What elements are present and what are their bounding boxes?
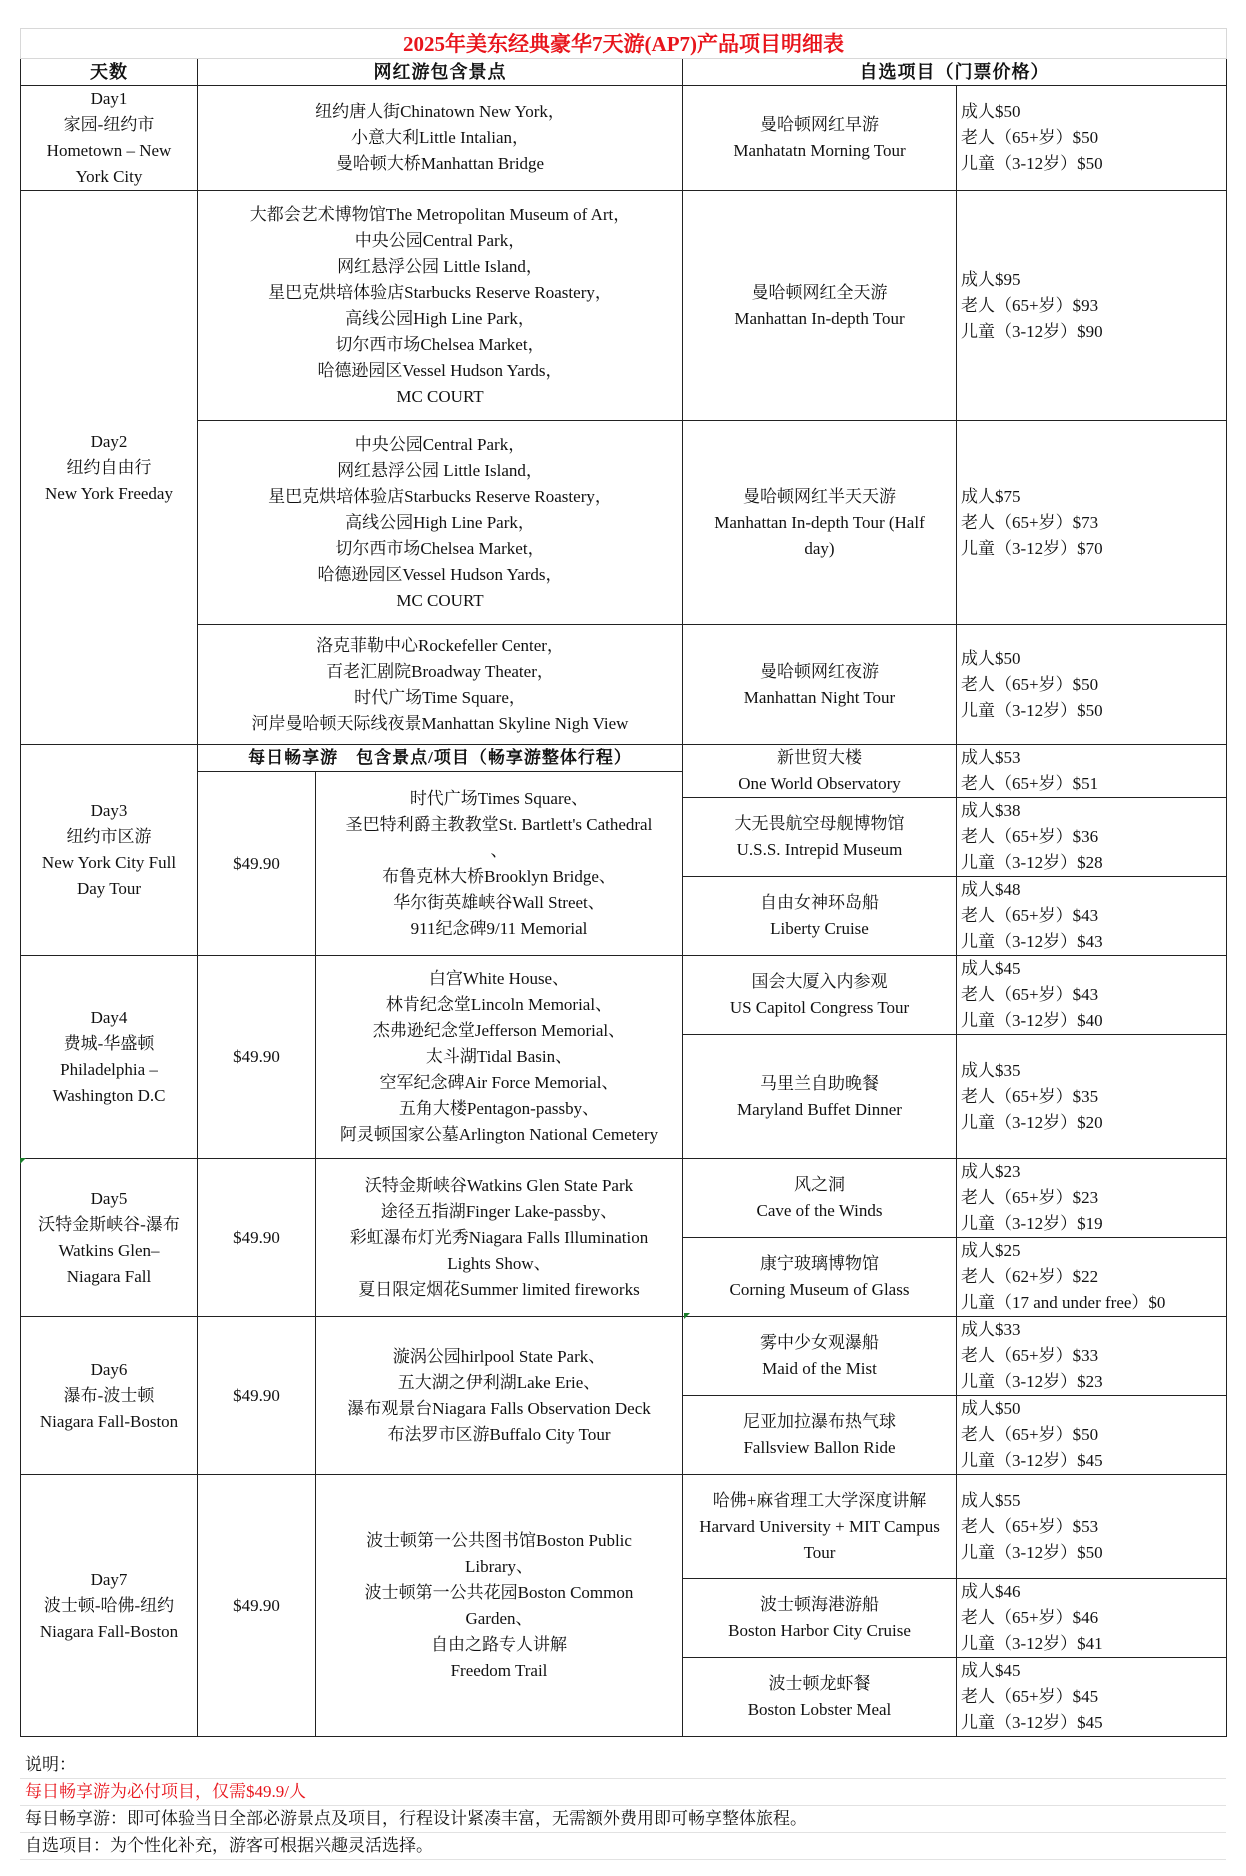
text-line: Manhattan Night Tour: [743, 687, 896, 707]
daily-price: $49.90: [198, 1317, 316, 1475]
text-line: 杰弗逊纪念堂Jefferson Memorial、: [372, 1021, 626, 1040]
note-required: 每日畅享游为必付项目，仅需$49.9/人: [20, 1779, 1226, 1806]
text-line: 高线公园High Line Park，: [345, 308, 535, 328]
price-cell: [957, 745, 1227, 798]
note-daily: 每日畅享游：即可体验当日全部必游景点及项目，行程设计紧凑丰富，无需额外费用即可畅享整体旅程。: [20, 1806, 1226, 1833]
text-line: 林肯纪念堂Lincoln Memorial、: [385, 995, 613, 1014]
text-line: Day6: [90, 1359, 128, 1379]
text-line: 、: [490, 840, 508, 860]
text-line: 五大湖之伊利湖Lake Erie、: [397, 1372, 601, 1392]
day-label: [21, 191, 198, 745]
text-line: 波士顿第一公共花园Boston Common: [364, 1582, 634, 1602]
text-line: Day3: [90, 801, 128, 820]
text-line: 小意大利Little Intalian，: [351, 128, 529, 147]
text-line: 成人$50: [961, 648, 1021, 668]
optional-tour: [683, 1396, 957, 1475]
price-cell: [957, 798, 1227, 877]
text-line: Hometown – New: [46, 141, 172, 160]
optional-tour: [683, 956, 957, 1035]
text-line: 网红悬浮公园 Little Island，: [337, 256, 543, 276]
optional-tour: [683, 1579, 957, 1658]
text-line: 成人$23: [961, 1162, 1021, 1181]
price-cell: [957, 1159, 1227, 1238]
text-line: 老人（62+岁）$22: [961, 1267, 1099, 1286]
text-line: 成人$33: [961, 1320, 1021, 1339]
price-cell: [957, 1396, 1227, 1475]
text-line: 儿童（3-12岁）$43: [961, 932, 1103, 951]
text-line: New York City Full: [41, 853, 177, 872]
text-line: 星巴克烘培体验店Starbucks Reserve Roastery，: [268, 486, 612, 506]
text-line: 儿童（3-12岁）$70: [961, 538, 1103, 558]
text-line: 波士顿第一公共图书馆Boston Public: [366, 1530, 632, 1550]
text-line: 河岸曼哈顿天际线夜景Manhattan Skyline Nigh View: [251, 713, 629, 733]
text-line: 大都会艺术博物馆The Metropolitan Museum of Art，: [249, 204, 631, 224]
text-line: 时代广场Time Square，: [354, 687, 526, 707]
text-line: 中央公园Central Park，: [354, 434, 526, 454]
text-line: 布法罗市区游Buffalo City Tour: [387, 1424, 611, 1444]
text-line: Niagara Fall: [66, 1266, 152, 1286]
text-line: 老人（65+岁）$23: [961, 1188, 1099, 1207]
price-cell: [957, 1658, 1227, 1737]
text-line: 老人（65+岁）$35: [961, 1086, 1099, 1106]
text-line: Day5: [90, 1188, 128, 1208]
text-line: 波士顿-哈佛-纽约: [43, 1595, 175, 1615]
text-line: 曼哈顿网红早游: [760, 115, 879, 134]
optional-tour: [683, 1035, 957, 1159]
text-line: 老人（65+岁）$50: [961, 1425, 1099, 1444]
optional-tour: [683, 1658, 957, 1737]
text-line: 老人（65+岁）$43: [961, 985, 1099, 1004]
text-line: US Capitol Congress Tour: [729, 998, 910, 1017]
text-line: 沃特金斯峡谷-瀑布: [38, 1214, 180, 1234]
text-line: 儿童（3-12岁）$23: [961, 1372, 1103, 1391]
text-line: 高线公园High Line Park，: [345, 512, 535, 532]
text-line: Day Tour: [76, 879, 142, 898]
daily-price: $49.90: [198, 956, 316, 1159]
text-line: 儿童（3-12岁）$41: [961, 1634, 1103, 1653]
text-line: 儿童（3-12岁）$28: [961, 853, 1103, 872]
text-line: 成人$38: [961, 801, 1021, 820]
text-line: 白宫White House、: [428, 969, 570, 988]
day-label: [21, 1317, 198, 1475]
text-line: Day4: [90, 1008, 128, 1027]
text-line: 康宁玻璃博物馆: [760, 1254, 879, 1273]
text-line: 沃特金斯峡谷Watkins Glen State Park: [364, 1175, 634, 1195]
text-line: Tour: [803, 1542, 836, 1562]
text-line: Niagara Fall-Boston: [39, 1621, 179, 1641]
text-line: 老人（65+岁）$50: [961, 128, 1099, 147]
text-line: 切尔西市场Chelsea Market，: [335, 334, 545, 354]
price-cell: [957, 956, 1227, 1035]
day-label: [21, 745, 198, 956]
text-line: 儿童（3-12岁）$50: [961, 154, 1103, 173]
text-line: MC COURT: [396, 386, 484, 406]
day-label: [21, 1159, 198, 1317]
header-spots: 网红游包含景点: [198, 59, 683, 86]
text-line: 新世贸大楼: [777, 748, 862, 767]
text-line: 儿童（3-12岁）$20: [961, 1112, 1103, 1132]
text-line: Manhattan In-depth Tour (Half: [714, 512, 925, 532]
text-line: Fallsview Ballon Ride: [743, 1438, 896, 1457]
itinerary-table: [20, 28, 1227, 1737]
text-line: Garden、: [465, 1608, 533, 1628]
text-line: Boston Lobster Meal: [747, 1700, 892, 1719]
text-line: 儿童（3-12岁）$45: [961, 1713, 1103, 1732]
text-line: 成人$95: [961, 269, 1021, 289]
notes-label: 说明：: [20, 1752, 1226, 1779]
text-line: 夏日限定烟花Summer limited fireworks: [358, 1279, 640, 1299]
price-cell: [957, 625, 1227, 745]
text-line: 五角大楼Pentagon-passby、: [398, 1099, 600, 1118]
text-line: 老人（65+岁）$45: [961, 1687, 1099, 1706]
text-line: 布鲁克林大桥Brooklyn Bridge、: [382, 866, 616, 886]
text-line: 波士顿海港游船: [760, 1595, 879, 1614]
text-line: Washington D.C: [52, 1086, 166, 1105]
text-line: 费城-华盛顿: [63, 1034, 155, 1053]
itinerary-sheet: [20, 28, 1226, 1737]
spots-cell: [316, 956, 683, 1159]
text-line: 成人$48: [961, 880, 1021, 899]
spots-cell: [316, 1475, 683, 1737]
optional-tour: [683, 421, 957, 625]
text-line: 老人（65+岁）$36: [961, 827, 1099, 846]
text-line: 曼哈顿大桥Manhattan Bridge: [335, 154, 545, 173]
spots-cell: [316, 772, 683, 956]
spots-cell: [316, 1317, 683, 1475]
text-line: 自由之路专人讲解: [431, 1634, 567, 1654]
text-line: Maid of the Mist: [762, 1359, 877, 1378]
text-line: 波士顿龙虾餐: [768, 1674, 871, 1693]
text-line: 成人$46: [961, 1582, 1021, 1601]
text-line: 哈佛+麻省理工大学深度讲解: [712, 1490, 927, 1510]
text-line: Boston Harbor City Cruise: [728, 1621, 911, 1640]
text-line: 星巴克烘培体验店Starbucks Reserve Roastery，: [268, 282, 612, 302]
text-line: 曼哈顿网红夜游: [760, 661, 879, 681]
optional-tour: [683, 798, 957, 877]
text-line: MC COURT: [396, 590, 484, 610]
text-line: 老人（65+岁）$53: [961, 1516, 1099, 1536]
price-cell: [957, 421, 1227, 625]
text-line: 成人$50: [961, 102, 1021, 121]
price-cell: [957, 877, 1227, 956]
text-line: Lights Show、: [447, 1253, 551, 1273]
text-line: Niagara Fall-Boston: [39, 1411, 179, 1431]
optional-tour: [683, 86, 957, 191]
spots-cell: [198, 625, 683, 745]
text-line: 成人$35: [961, 1060, 1021, 1080]
optional-tour: [683, 191, 957, 421]
text-line: 洛克菲勒中心Rockefeller Center，: [316, 635, 564, 655]
text-line: New York Freeday: [45, 483, 173, 503]
text-line: Corning Museum of Glass: [729, 1280, 910, 1299]
text-line: Freedom Trail: [450, 1660, 548, 1680]
note-optional: 自选项目：为个性化补充，游客可根据兴趣灵活选择。: [20, 1833, 1226, 1860]
text-line: One World Observatory: [738, 774, 901, 793]
text-line: 老人（65+岁）$46: [961, 1608, 1099, 1627]
text-line: Maryland Buffet Dinner: [737, 1099, 902, 1119]
price-cell: [957, 86, 1227, 191]
text-line: 911纪念碑9/11 Memorial: [410, 918, 588, 938]
text-line: 儿童（3-12岁）$90: [961, 321, 1103, 341]
text-line: Cave of the Winds: [756, 1201, 883, 1220]
price-cell: [957, 1035, 1227, 1159]
sheet-title: 2025年美东经典豪华7天游(AP7)产品项目明细表: [21, 29, 1227, 59]
text-line: 阿灵顿国家公墓Arlington National Cemetery: [339, 1125, 659, 1144]
daily-price: $49.90: [198, 1159, 316, 1317]
text-line: 切尔西市场Chelsea Market，: [335, 538, 545, 558]
day-label: [21, 86, 198, 191]
text-line: 成人$50: [961, 1399, 1021, 1418]
text-line: 家园-纽约市: [63, 115, 155, 134]
text-line: 途径五指湖Finger Lake-passby、: [380, 1201, 618, 1221]
text-line: day): [804, 538, 835, 558]
text-line: Library、: [465, 1556, 533, 1576]
text-line: 曼哈顿网红半天天游: [743, 486, 896, 506]
text-line: 成人$45: [961, 1661, 1021, 1680]
text-line: 纽约市区游: [66, 827, 152, 846]
text-line: 百老汇剧院Broadway Theater，: [326, 661, 554, 681]
text-line: 成人$45: [961, 959, 1021, 978]
text-line: 网红悬浮公园 Little Island，: [337, 460, 543, 480]
text-line: Day7: [90, 1569, 128, 1589]
text-line: Liberty Cruise: [770, 919, 869, 938]
price-cell: [957, 191, 1227, 421]
text-line: 儿童（3-12岁）$45: [961, 1451, 1103, 1470]
text-line: 儿童（3-12岁）$19: [961, 1214, 1103, 1233]
day-label: [21, 956, 198, 1159]
text-line: Harvard University + MIT Campus: [699, 1516, 940, 1536]
daily-tour-header: 每日畅享游 包含景点/项目（畅享游整体行程）: [198, 745, 683, 772]
text-line: 哈德逊园区Vessel Hudson Yards，: [317, 360, 563, 380]
cell-comment-marker: [20, 1158, 26, 1164]
optional-tour: [683, 745, 957, 798]
spots-cell: [198, 421, 683, 625]
text-line: Day1: [90, 89, 128, 108]
notes-section: [20, 1752, 1226, 1860]
text-line: 老人（65+岁）$51: [961, 774, 1099, 793]
text-line: 老人（65+岁）$43: [961, 906, 1099, 925]
text-line: U.S.S. Intrepid Museum: [736, 840, 903, 859]
text-line: Watkins Glen–: [58, 1240, 160, 1260]
text-line: 大无畏航空母舰博物馆: [734, 814, 905, 833]
text-line: 马里兰自助晚餐: [760, 1073, 879, 1093]
text-line: 儿童（3-12岁）$50: [961, 1542, 1103, 1562]
price-cell: [957, 1238, 1227, 1317]
price-cell: [957, 1579, 1227, 1658]
text-line: 国会大厦入内参观: [751, 972, 888, 991]
optional-tour: [683, 1475, 957, 1579]
text-line: 漩涡公园hirlpool State Park、: [392, 1346, 606, 1366]
optional-tour: [683, 1159, 957, 1238]
text-line: 雾中少女观瀑船: [760, 1333, 879, 1352]
spots-cell: [198, 191, 683, 421]
text-line: 成人$75: [961, 486, 1021, 506]
optional-tour: [683, 877, 957, 956]
text-line: 儿童（3-12岁）$40: [961, 1011, 1103, 1030]
text-line: 瀑布观景台Niagara Falls Observation Deck: [347, 1398, 651, 1418]
day-label: [21, 1475, 198, 1737]
text-line: 自由女神环岛船: [760, 893, 879, 912]
spots-cell: [316, 1159, 683, 1317]
daily-price: $49.90: [198, 772, 316, 956]
text-line: Philadelphia –: [60, 1060, 158, 1079]
text-line: 纽约自由行: [66, 457, 152, 477]
spots-cell: [198, 86, 683, 191]
text-line: 儿童（17 and under free）$0: [961, 1293, 1166, 1312]
text-line: Day2: [90, 431, 128, 451]
optional-tour: [683, 1238, 957, 1317]
text-line: 风之洞: [794, 1175, 845, 1194]
text-line: Manhattan In-depth Tour: [734, 308, 905, 328]
cell-comment-marker: [684, 1313, 690, 1319]
text-line: 成人$53: [961, 748, 1021, 767]
text-line: Manhatatn Morning Tour: [733, 141, 906, 160]
price-cell: [957, 1317, 1227, 1396]
price-cell: [957, 1475, 1227, 1579]
text-line: York City: [75, 167, 143, 186]
text-line: 时代广场Times Square、: [409, 788, 589, 808]
daily-price: $49.90: [198, 1475, 316, 1737]
text-line: 曼哈顿网红全天游: [751, 282, 888, 302]
text-line: 中央公园Central Park，: [354, 230, 526, 250]
text-line: 空军纪念碑Air Force Memorial、: [379, 1073, 619, 1092]
text-line: 成人$25: [961, 1241, 1021, 1260]
text-line: 纽约唐人街Chinatown New York，: [315, 102, 565, 121]
text-line: 圣巴特利爵主教教堂St. Bartlett's Cathedral: [345, 814, 653, 834]
text-line: 老人（65+岁）$50: [961, 674, 1099, 694]
text-line: 哈德逊园区Vessel Hudson Yards，: [317, 564, 563, 584]
header-day: 天数: [21, 59, 198, 86]
header-optional: 自选项目（门票价格）: [683, 59, 1227, 86]
optional-tour: [683, 625, 957, 745]
text-line: 儿童（3-12岁）$50: [961, 700, 1103, 720]
text-line: 成人$55: [961, 1490, 1021, 1510]
text-line: 老人（65+岁）$33: [961, 1346, 1099, 1365]
text-line: 彩虹瀑布灯光秀Niagara Falls Illumination: [349, 1227, 649, 1247]
text-line: 华尔街英雄峡谷Wall Street、: [393, 892, 605, 912]
text-line: 尼亚加拉瀑布热气球: [743, 1412, 896, 1431]
text-line: 老人（65+岁）$73: [961, 512, 1099, 532]
text-line: 瀑布-波士顿: [63, 1385, 155, 1405]
text-line: 太斗湖Tidal Basin、: [425, 1047, 573, 1066]
text-line: 老人（65+岁）$93: [961, 295, 1099, 315]
optional-tour: [683, 1317, 957, 1396]
